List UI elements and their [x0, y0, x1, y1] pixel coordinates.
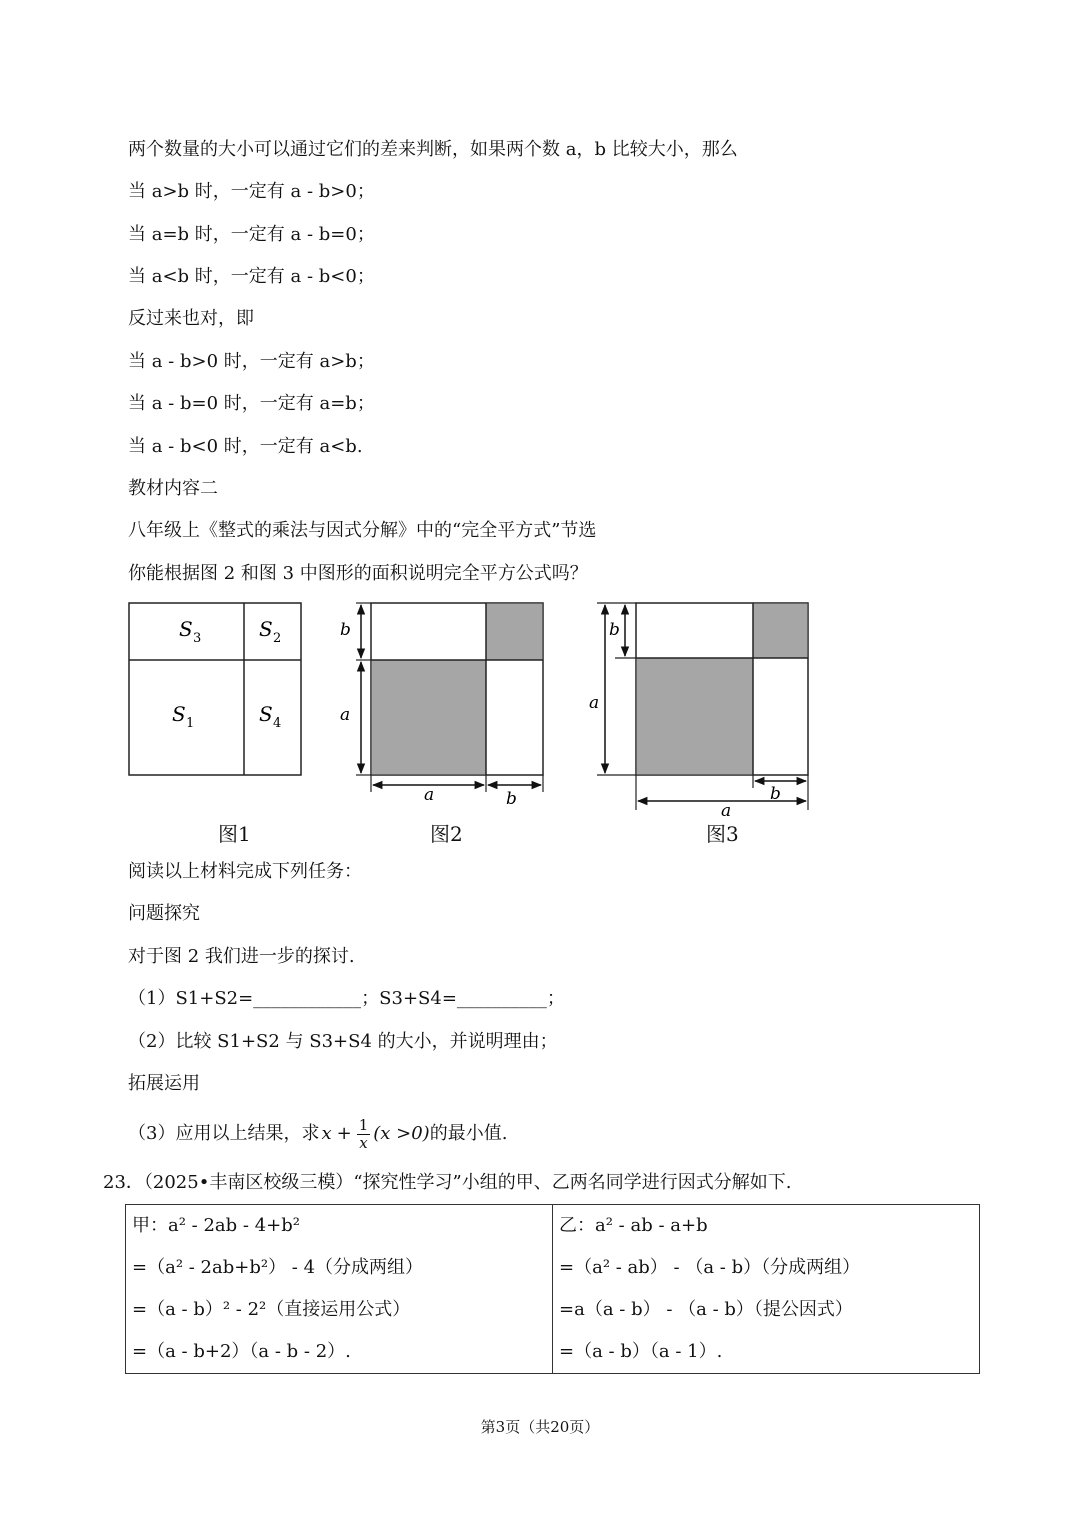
- fig1-sub-4: 4: [273, 716, 282, 731]
- fig2-label-a-side: a: [340, 705, 351, 725]
- q23-yi-line-2: =（a² - ab） - （a - b）（分成两组）: [559, 1257, 861, 1278]
- fig3-label-b-side: b: [609, 620, 620, 640]
- task-q3-condition: (x >0): [373, 1123, 430, 1144]
- material2-question: 你能根据图 2 和图 3 中图形的面积说明完全平方公式吗？: [128, 563, 588, 584]
- q23-jia-line-4: =（a - b+2）（a - b - 2）.: [132, 1341, 351, 1362]
- fig1-outer-square: [129, 603, 301, 775]
- intro-line-3: 当 a=b 时，一定有 a - b=0；: [128, 224, 375, 245]
- q23-yi-cell: [553, 1205, 980, 1374]
- tasks-lead: 对于图 2 我们进一步的探讨.: [128, 946, 355, 967]
- fig1-sub-2: 2: [273, 631, 282, 646]
- intro-line-6: 当 a - b>0 时，一定有 a>b；: [128, 351, 375, 372]
- fig1-label-s4: S: [259, 702, 273, 726]
- task-q3-plus: +: [336, 1123, 352, 1144]
- task-q3-suffix: 的最小值.: [429, 1123, 508, 1144]
- fig1-label-s1: S: [172, 702, 186, 726]
- q23-stem: 23．（2025•丰南区校级三模）“探究性学习”小组的甲、乙两名同学进行因式分解如下.: [103, 1172, 792, 1193]
- fig3-label-a-bottom: a: [721, 801, 732, 820]
- fig3-large-shaded-square: [636, 658, 753, 775]
- fig1-sub-3: 3: [193, 631, 202, 646]
- intro-line-5: 反过来也对，即: [128, 308, 254, 329]
- task-q3-denominator: x: [359, 1133, 368, 1152]
- q23-jia-line-2: =（a² - 2ab+b²） - 4（分成两组）: [132, 1257, 424, 1278]
- q23-yi-line-3: =a（a - b） - （a - b）（提公因式）: [559, 1299, 853, 1320]
- fig3-label-a-side: a: [589, 693, 600, 713]
- intro-line-4: 当 a<b 时，一定有 a - b<0；: [128, 266, 375, 287]
- figure-2: [330, 598, 550, 810]
- fig2-label-b-bottom: b: [506, 789, 517, 809]
- fig2-label-a-bottom: a: [424, 785, 435, 805]
- task-q3: [128, 1114, 507, 1154]
- fig1-label-s3: S: [179, 617, 193, 641]
- q23-solution-table: [125, 1204, 980, 1374]
- intro-line-8: 当 a - b<0 时，一定有 a<b.: [128, 436, 363, 457]
- fig2-caption: 图2: [430, 822, 463, 846]
- fig1-sub-1: 1: [186, 716, 195, 731]
- fig2-large-shaded-square: [371, 660, 486, 775]
- q23-jia-line-1: 甲：a² - 2ab - 4+b²: [132, 1215, 300, 1236]
- figure-3: [585, 598, 815, 820]
- material2-source: 八年级上《整式的乘法与因式分解》中的“完全平方式”节选: [128, 520, 597, 541]
- fig2-label-b-side: b: [340, 620, 351, 640]
- page-footer: 第3页（共20页）: [480, 1418, 600, 1436]
- task-q3-fraction: [357, 1117, 371, 1152]
- figure-1: [125, 598, 305, 780]
- intro-line-2: 当 a>b 时，一定有 a - b>0；: [128, 181, 375, 202]
- task-q3-numerator: 1: [358, 1115, 369, 1134]
- fig3-small-shaded-square: [753, 603, 808, 658]
- q23-yi-line-4: =（a - b）（a - 1）.: [559, 1341, 723, 1362]
- intro-line-7: 当 a - b=0 时，一定有 a=b；: [128, 393, 375, 414]
- tasks-intro: 阅读以上材料完成下列任务：: [128, 861, 362, 882]
- task-q3-x: x: [321, 1123, 332, 1144]
- fig2-small-shaded-square: [486, 603, 543, 660]
- tasks-heading-extend: 拓展运用: [128, 1073, 200, 1094]
- tasks-heading-explore: 问题探究: [128, 903, 200, 924]
- task-q1: （1）S1+S2=____________；S3+S4=__________；: [128, 988, 565, 1009]
- material2-title: 教材内容二: [128, 478, 218, 499]
- intro-line-1: 两个数量的大小可以通过它们的差来判断，如果两个数 a，b 比较大小，那么: [128, 139, 738, 160]
- fig1-caption: 图1: [218, 822, 251, 846]
- fig3-label-b-bottom: b: [770, 784, 781, 804]
- task-q2: （2）比较 S1+S2 与 S3+S4 的大小，并说明理由；: [128, 1031, 558, 1052]
- q23-jia-line-3: =（a - b）² - 2²（直接运用公式）: [132, 1299, 411, 1320]
- q23-yi-line-1: 乙：a² - ab - a+b: [559, 1215, 708, 1236]
- q23-jia-cell: [126, 1205, 553, 1374]
- task-q3-prefix: （3）应用以上结果，求: [128, 1123, 320, 1144]
- fig1-label-s2: S: [259, 617, 273, 641]
- fig3-caption: 图3: [706, 822, 739, 846]
